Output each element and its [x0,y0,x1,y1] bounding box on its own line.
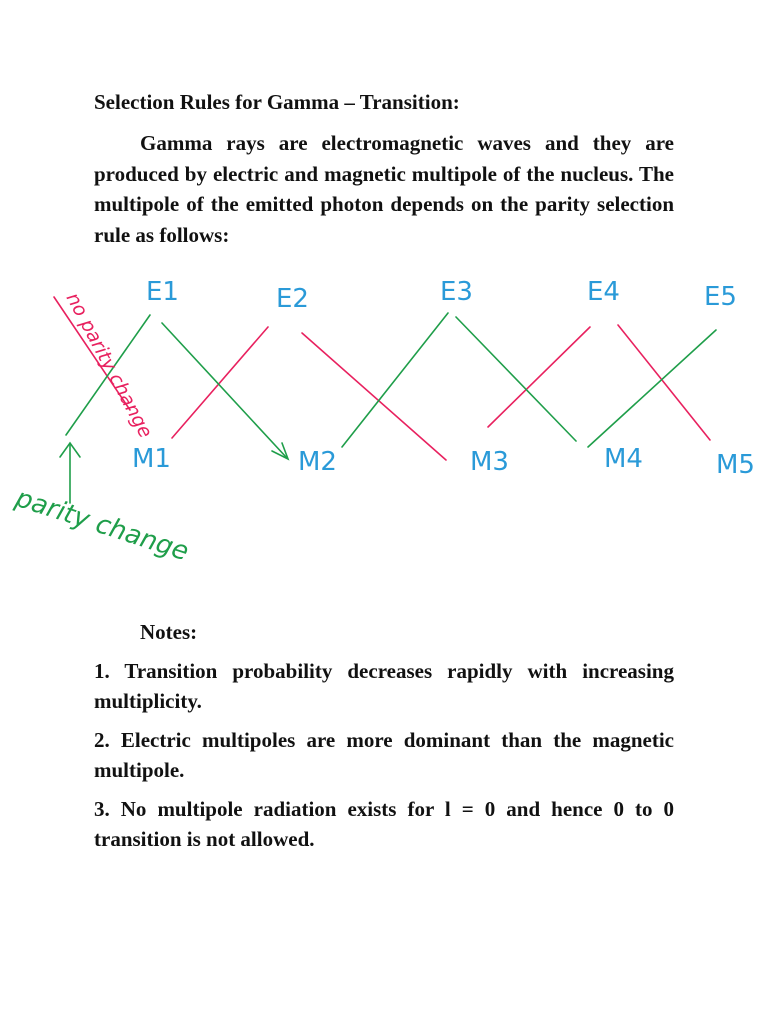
label-e2: E2 [276,284,309,314]
label-m4: M4 [604,444,643,474]
line-m4-e5 [588,330,716,447]
label-m5: M5 [716,450,755,480]
notes-title: Notes: [140,620,198,644]
note-item: 3. No multipole radiation exists for l = 0 and hence 0 to 0 transition is not allowed. [94,797,674,851]
label-e1: E1 [146,277,179,307]
selection-rule-diagram [0,255,768,595]
label-e3: E3 [440,277,473,307]
note-item: 2. Electric multipoles are more dominant than the magnetic multipole. [94,728,674,782]
line-m3-e4 [488,327,590,427]
label-m3: M3 [470,447,509,477]
line-e3-m4 [456,317,576,441]
notes-list [94,656,674,863]
no-parity-change-label: no parity change [61,289,157,442]
label-m1: M1 [132,444,171,474]
parity-change-label: parity change [11,483,193,568]
label-e5: E5 [704,282,737,312]
line-e4-m5 [618,325,710,440]
line-e1-m2-arrow [162,323,286,457]
line-e2-m3 [302,333,446,460]
note-item: 1. Transition probability decreases rapidly with increasing multiplicity. [94,659,674,713]
label-m2: M2 [298,447,337,477]
section-heading: Selection Rules for Gamma – Transition: [94,90,460,114]
intro-paragraph: Gamma rays are electromagnetic waves and they are produced by electric and magnetic multipole of the nucleus. The multipole of the emitted photon depends on the parity selection rule as follows: [94,131,674,247]
line-m2-e3 [342,313,448,447]
label-e4: E4 [587,277,620,307]
